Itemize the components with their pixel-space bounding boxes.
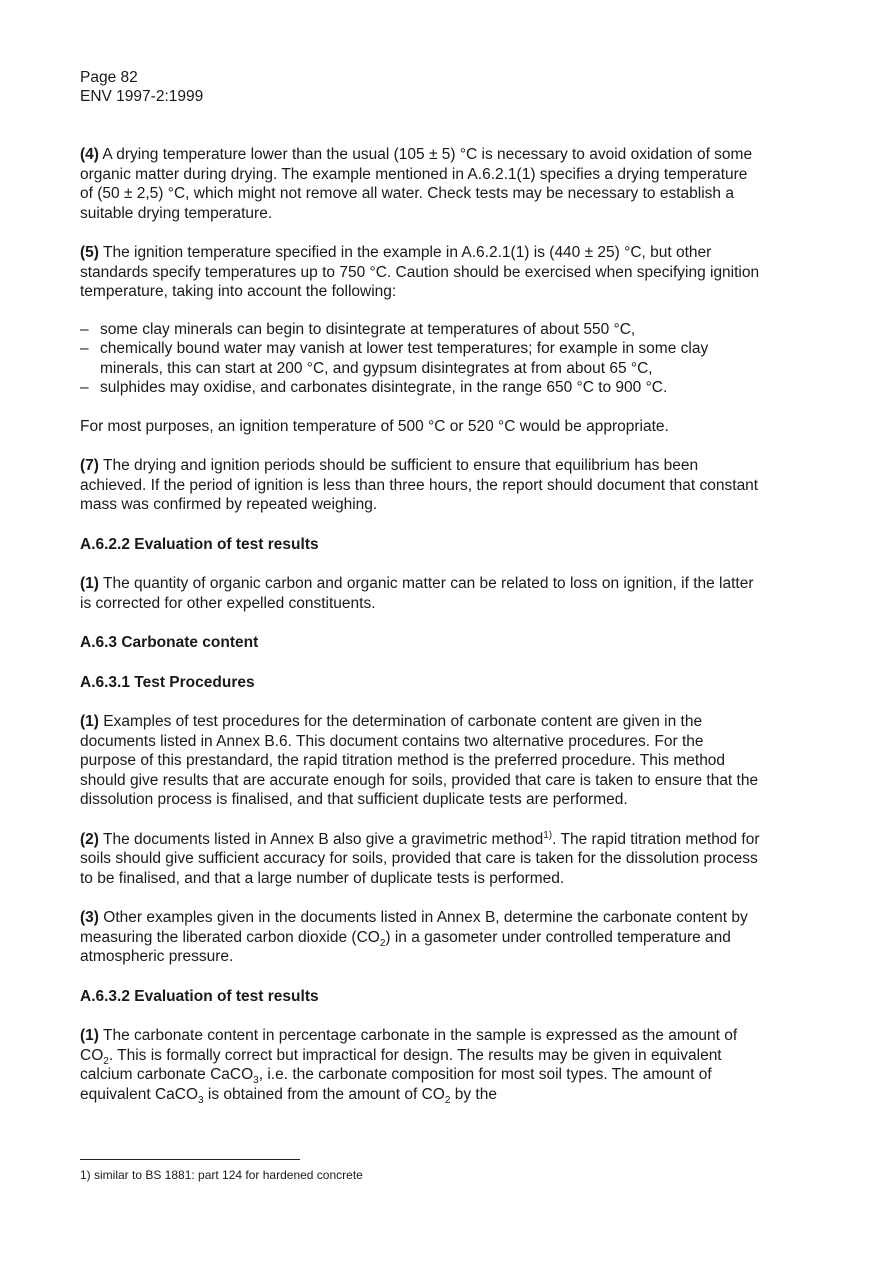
clause-text: ) in a gasometer under controlled temperature and atmospheric pressure. bbox=[80, 928, 731, 965]
paragraph-1-evaluation bbox=[80, 574, 760, 613]
list-item: – some clay minerals can begin to disintegrate at temperatures of about 550 °C, bbox=[80, 320, 760, 340]
clause-text: The quantity of organic carbon and organic matter can be related to loss on ignition, if the latter is corrected for other expelled constituents. bbox=[80, 575, 754, 612]
section-heading: A.6.3 Carbonate content bbox=[80, 634, 259, 651]
footnote-ref: 1) bbox=[543, 829, 553, 841]
clause-text: , i.e. the carbonate composition for most soil types. The amount of equivalent CaCO bbox=[80, 1066, 712, 1103]
considerations-list bbox=[80, 320, 760, 398]
clause-text: A drying temperature lower than the usual (105 ± 5) °C is necessary to avoid oxidation of some organic matter during drying. The example mentioned in A.6.2.1(1) specifies a drying temperature of (50 ± 2,5) °C, which might not remove all water. Check tests may be necessary to establish a suitable drying temperature. bbox=[80, 146, 753, 222]
clause-text: The ignition temperature specified in the example in A.6.2.1(1) is (440 ± 25) °C, but other standards specify temperatures up to 750 °C. Caution should be exercised when specifying ignition temperature, taking into account the following: bbox=[80, 244, 760, 300]
subscript: 2 bbox=[444, 1094, 451, 1106]
paragraph-4 bbox=[80, 145, 760, 223]
section-heading: A.6.2.2 Evaluation of test results bbox=[80, 535, 319, 553]
clause-text: . The rapid titration method for soils should give sufficient accuracy for soils, provided that care is taken for the dissolution process to be finalised, and that a large number of duplicate tests is performed. bbox=[80, 830, 760, 887]
section-heading: A.6.3.1 Test Procedures bbox=[80, 673, 255, 691]
subscript: 3 bbox=[198, 1094, 204, 1106]
clause-number: (3) bbox=[80, 909, 99, 926]
clause-text: Examples of test procedures for the determination of carbonate content are given in the documents listed in Annex B.6. This document contains two alternative procedures. For the purpose of this prestandard, the rapid titration method is the preferred procedure. This method should give results that are accurate enough for soils, provided that care is taken to ensure that the dissolution process is finalised, and that sufficient duplicate tests are performed. bbox=[80, 713, 759, 808]
clause-number: (5) bbox=[80, 244, 99, 261]
paragraph-2-procedures bbox=[80, 830, 760, 889]
clause-number: (4) bbox=[80, 146, 99, 163]
clause-text: is obtained from the amount of CO bbox=[203, 1085, 445, 1103]
clause-number: (7) bbox=[80, 457, 99, 474]
standard-code: ENV 1997-2:1999 bbox=[80, 88, 204, 105]
page-number: Page 82 bbox=[80, 69, 138, 86]
list-item: – chemically bound water may vanish at lower test temperatures; for example in some clay minerals, this can start at 200 °C, and gypsum disintegrates at from about 65 °C, bbox=[80, 339, 760, 378]
subscript: 2 bbox=[379, 937, 386, 949]
paragraph-7 bbox=[80, 456, 760, 515]
clause-number: (1) bbox=[80, 1027, 99, 1044]
clause-number: (1) bbox=[80, 575, 99, 592]
paragraph-1-procedures bbox=[80, 712, 760, 810]
paragraph-3-procedures bbox=[80, 908, 760, 967]
page-content bbox=[80, 68, 760, 1104]
clause-number: (2) bbox=[80, 830, 99, 848]
paragraph-1-results bbox=[80, 1026, 760, 1104]
clause-text: The drying and ignition periods should be sufficient to ensure that equilibrium has been achieved. If the period of ignition is less than three hours, the report should document that constant mass was confirmed by repeated weighing. bbox=[80, 457, 759, 513]
clause-text: Other examples given in the documents listed in Annex B, determine the carbonate content by measuring the liberated carbon dioxide (CO bbox=[80, 909, 748, 946]
page-header bbox=[80, 68, 760, 106]
clause-text: The carbonate content in percentage carbonate in the sample is expressed as the amount of CO bbox=[80, 1027, 738, 1064]
list-item: – sulphides may oxidise, and carbonates disintegrate, in the range 650 °C to 900 °C. bbox=[80, 378, 760, 398]
clause-text: by the bbox=[450, 1085, 497, 1103]
footnote: 1) similar to BS 1881: part 124 for hardened concrete bbox=[80, 1168, 363, 1182]
clause-text: . This is formally correct but impractical for design. The results may be given in equivalent calcium carbonate CaCO bbox=[80, 1046, 722, 1083]
footnote-divider bbox=[80, 1159, 300, 1160]
paragraph-5 bbox=[80, 243, 760, 302]
section-heading: A.6.3.2 Evaluation of test results bbox=[80, 987, 319, 1005]
clause-text: The documents listed in Annex B also give a gravimetric method bbox=[98, 830, 544, 848]
general-note: For most purposes, an ignition temperature of 500 °C or 520 °C would be appropriate. bbox=[80, 417, 669, 435]
clause-number: (1) bbox=[80, 713, 99, 730]
subscript: 3 bbox=[253, 1075, 259, 1087]
subscript: 2 bbox=[103, 1055, 109, 1067]
